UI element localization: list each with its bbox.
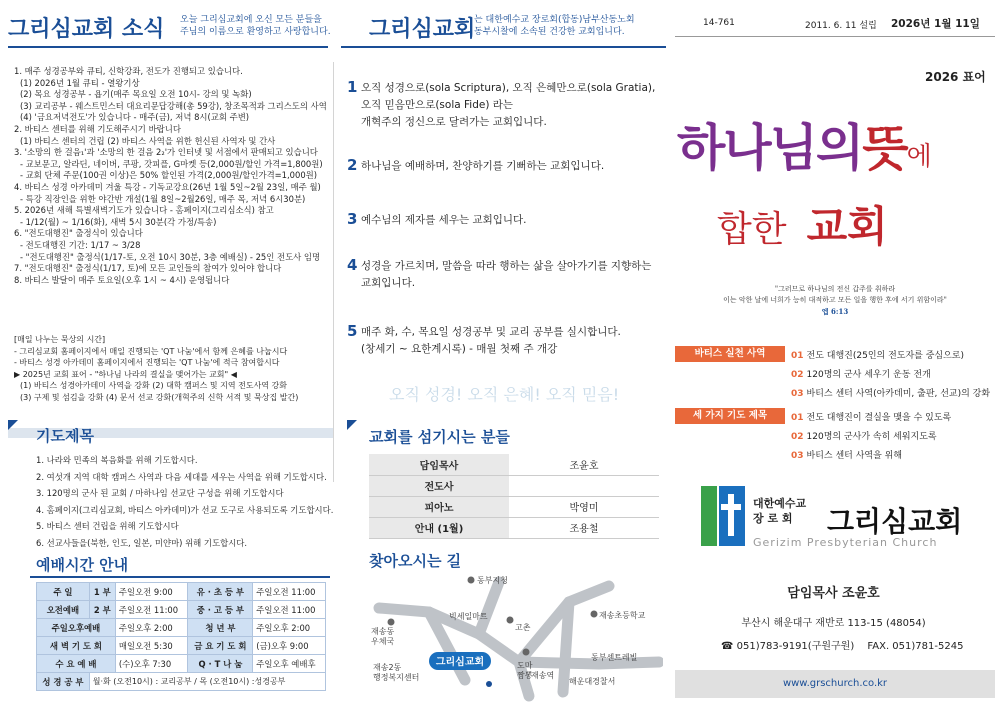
worship-cell: 금 요 기 도 회 <box>188 637 253 655</box>
prayer-list <box>36 452 333 551</box>
verse: "그러므로 하나님의 전신 갑주를 취하라 이는 악한 날에 너희가 능히 대적하고 모든 일을 행한 후에 서기 위함이라" 엡 6:13 <box>723 285 947 316</box>
worship-cell: 성 경 공 부 <box>37 673 90 691</box>
list-number: 01 <box>791 413 804 423</box>
denomination: 대한예수교 장 로 회 <box>753 497 807 525</box>
worship-cell: 주일오전 11:00 <box>115 601 188 619</box>
prayer-title: 기도제목 <box>36 427 94 445</box>
people-role: 피아노 <box>369 496 509 517</box>
map-label: 해운대경찰서 <box>569 677 616 686</box>
map-label: 짬뽕 <box>517 671 533 680</box>
map-label: 재송동 <box>371 627 395 636</box>
map-title: 찾아오시는 길 <box>369 552 462 570</box>
intro-item <box>347 258 665 292</box>
list-number: 01 <box>791 351 804 361</box>
people-title: 교회를 섬기시는 분들 <box>369 428 510 446</box>
news-subtitle: 오늘 그리심교회에 오신 모든 분들을 주님의 이름으로 환영하고 사랑합니다. <box>180 15 331 37</box>
map-label: 도마 <box>517 661 533 670</box>
map-label: 동부지청 <box>477 576 508 585</box>
intro-text: 개혁주의 정신으로 달려가는 교회입니다. <box>361 116 547 128</box>
location-map <box>369 572 663 704</box>
road <box>479 582 499 634</box>
worship-cell: (금)오후 9:00 <box>253 637 326 655</box>
worship-cell: 청 년 부 <box>188 619 253 637</box>
news-item: 7. "전도대행진" 출정식(1/17, 토)에 모든 교인들의 참여가 있어야 합니다 <box>14 263 282 274</box>
news-item: 2. 바티스 센터를 위해 기도해주시기 바랍니다 <box>14 123 181 134</box>
worship-cell: 주일오후 2:00 <box>253 619 326 637</box>
intro-text: 하나님을 예배하며, 찬양하기를 기뻐하는 교회입니다. <box>361 160 605 172</box>
news-item: (1) 바티스 센터의 건립 (2) 바티스 사역을 위한 헌신된 사역자 및 간사 <box>20 135 276 146</box>
people-table <box>369 454 659 539</box>
bulletin-date: 2026년 1월 11일 <box>891 18 980 30</box>
prayer-item: 5. 바티스 센터 건립을 위해 기도합시다 <box>36 521 179 531</box>
postal-number: 14-761 <box>703 18 735 28</box>
worship-cell: 1 부 <box>89 583 115 601</box>
people-row <box>369 496 659 517</box>
contact: ☎ 051)783-9191(구원구원) FAX. 051)781-5245 <box>721 641 964 652</box>
intro-panel <box>333 0 667 707</box>
list-text: 120명의 군사가 속히 세워지도록 <box>806 432 937 442</box>
list-text: 전도 대행진이 결실을 맺을 수 있도록 <box>806 413 952 423</box>
list-number: 03 <box>791 389 804 399</box>
meditation-line: [매일 나누는 묵상의 시간] <box>14 335 106 344</box>
people-name: 조윤호 <box>509 454 659 475</box>
practice-tag: 바티스 실천 사역 <box>675 346 785 362</box>
intro-text: (창세기 ~ 요한계시록) - 매월 첫째 주 개강 <box>361 343 558 355</box>
news-item: (2) 목요 성경공부 - 욥기(매주 목요일 오전 10시- 강의 및 녹화) <box>20 89 252 100</box>
news-item: - 1/12(월) ~ 1/16(화), 새벽 5시 30분(각 가정/특송) <box>20 216 217 227</box>
address: 부산시 해운대구 재반로 113-15 (48054) <box>741 618 926 629</box>
list-item <box>791 410 951 429</box>
list-number: 02 <box>791 370 804 380</box>
worship-cell: 주일오후예배 <box>37 619 116 637</box>
news-item: (3) 교리공부 - 웨스트민스터 대요리문답강해(총 59강), 창조목적과 그리스도의 사역 <box>20 100 327 111</box>
list-number: 02 <box>791 432 804 442</box>
map-label: 재송초등학교 <box>599 611 646 620</box>
meditation-line: - 바티스 성경 아카데미 홈페이지에서 진행되는 'QT 나눔'에 적극 참여합시다 <box>14 358 280 367</box>
prayer-item: 2. 여섯개 지역 대학 캠퍼스 사역과 다음 세대를 세우는 사역을 위해 기도합시다. <box>36 471 327 482</box>
news-item: 3. '소망의 한 걸음₁'과 '소망의 한 걸음 2₂'가 인터넷 및 서점에서 판매되고 있습니다 <box>14 147 318 158</box>
people-name: 조용철 <box>509 517 659 538</box>
logo-english: Gerizim Presbyterian Church <box>753 536 938 549</box>
news-item: - 교보문고, 알라딘, 네이버, 쿠팡, 갓피플, G마켓 등(2,000원/할인 가격=1,800원) <box>20 158 323 169</box>
map-point <box>507 617 514 624</box>
map-label: 재송2동 <box>373 663 402 672</box>
road <box>519 662 659 664</box>
list-item <box>791 386 990 405</box>
website-link[interactable]: www.grschurch.co.kr <box>675 670 995 698</box>
worship-cell: (수)오후 7:30 <box>115 655 188 673</box>
prayer-tag: 세 가지 기도 제목 <box>675 408 785 424</box>
corner-mark <box>347 420 357 430</box>
list-text: 바티스 센터 사역(아카데미, 출판, 선교)의 강화 <box>806 389 991 399</box>
worship-cell: 주일오전 9:00 <box>115 583 188 601</box>
prayer-item: 4. 홈페이지(그리심교회, 바티스 아카데미)가 선교 도구로 사용되도록 기도합시다. <box>36 504 334 515</box>
worship-cell: 주일오후 2:00 <box>115 619 188 637</box>
map-point <box>523 649 530 656</box>
corner-mark <box>8 420 18 430</box>
people-role: 안내 (1월) <box>369 517 509 538</box>
news-item: - "전도대행진" 출정식(1/17-토, 오전 10시 30분, 3층 예배실) - 25인 전도사 임명 <box>20 251 321 262</box>
slogan: 오직 성경! 오직 은혜! 오직 믿음! <box>389 385 620 404</box>
intro-item <box>347 158 665 175</box>
worship-table <box>36 582 326 691</box>
intro-text: 오직 성경으로(sola Scriptura), 오직 은혜만으로(sola Gratia), <box>361 82 656 94</box>
list-item <box>791 348 990 367</box>
cover-panel <box>667 0 1000 707</box>
worship-cell: 주일오전 11:00 <box>253 601 326 619</box>
church-label: 그리심교회 <box>435 657 485 668</box>
people-role: 담임목사 <box>369 454 509 475</box>
divider <box>8 46 328 48</box>
intro-number: 2 <box>347 156 358 174</box>
prayer-item: 6. 선교사들을(북한, 인도, 일본, 미얀마) 위해 기도합시다. <box>36 537 248 548</box>
logo-name: 그리심교회 <box>827 505 963 538</box>
worship-cell: 중 · 고 등 부 <box>188 601 253 619</box>
church-subtitle: 는 대한예수교 장로회(합동)남부산동노회 동부시찰에 소속된 건강한 교회입니다. <box>474 15 635 37</box>
list-item <box>791 448 951 467</box>
intro-item <box>347 80 665 131</box>
worship-cell: Q · T 나 눔 <box>188 655 253 673</box>
worship-cell: 오전예배 <box>37 601 90 619</box>
news-item: 8. 바티스 발달이 매주 토요일(오후 1시 ~ 4시) 운영됩니다 <box>14 274 230 285</box>
people-role: 전도사 <box>369 475 509 496</box>
people-name <box>509 475 659 496</box>
worship-cell: 수 요 예 배 <box>37 655 116 673</box>
map-label: 행정복지센터 <box>373 673 420 682</box>
meditation-line: (1) 바티스 성경아카데미 사역을 강화 (2) 대학 캠퍼스 및 지역 전도사역 강화 <box>20 381 288 390</box>
news-list <box>14 66 327 286</box>
worship-title: 예배시간 안내 <box>36 556 129 574</box>
motto-line1: 하나님의뜻에 <box>677 119 930 177</box>
people-row <box>369 517 659 538</box>
people-row <box>369 475 659 496</box>
intro-number: 5 <box>347 322 358 340</box>
worship-cell: 주 일 <box>37 583 90 601</box>
meditation-box <box>14 334 330 403</box>
map-point <box>468 577 475 584</box>
worship-row <box>37 619 326 637</box>
map-point <box>591 611 598 618</box>
list-number: 03 <box>791 451 804 461</box>
news-item: 6. "전도대행진" 출정식이 있습니다 <box>14 228 143 239</box>
worship-row <box>37 601 326 619</box>
intro-item <box>347 212 665 229</box>
news-item: - 교회 단체 주문(100권 이상)은 50% 할인된 가격(2,000원/할인가격=1,000원) <box>20 170 318 181</box>
motto-line2: 합한 교회 <box>717 202 888 251</box>
map-label: 재송역 <box>531 671 555 680</box>
intro-number: 3 <box>347 210 358 228</box>
divider <box>675 36 995 37</box>
news-item: 5. 2026년 새해 특별새벽기도가 있습니다 - 홈페이지(그리심소식) 참고 <box>14 205 274 216</box>
people-name: 박영미 <box>509 496 659 517</box>
intro-text: 예수님의 제자를 세우는 교회입니다. <box>361 214 527 226</box>
worship-cell: 주일오후 예배후 <box>253 655 326 673</box>
worship-row <box>37 655 326 673</box>
map-point <box>388 619 395 626</box>
prayer-item: 3. 120명의 군사 된 교회 / 마하나임 선교단 구성을 위해 기도합시다 <box>36 488 284 498</box>
intro-item <box>347 324 665 358</box>
news-item: 4. 바티스 성경 아카데미 겨울 특강 - 기독교강요(26년 1월 5일~2월 23일, 매주 월) <box>14 181 321 192</box>
map-label: 우체국 <box>371 637 395 646</box>
worship-cell: 2 부 <box>89 601 115 619</box>
news-item: - 특강 직장인을 위한 야간반 개설(1월 8일~2월26일, 매주 목, 저녁 6시30분) <box>20 193 306 204</box>
map-label: 동부센트레빌 <box>591 653 638 662</box>
worship-row <box>37 673 326 691</box>
meditation-line: (3) 구제 및 섬김을 강화 (4) 문서 선교 강화(개혁주의 신학 서적 및 묵상집 발간) <box>20 392 299 402</box>
divider <box>341 46 666 48</box>
founded-date: 2011. 6. 11 설립 <box>805 21 877 31</box>
motto-label: 2026 표어 <box>925 70 986 84</box>
map-label: 빅세일마트 <box>449 612 488 621</box>
practice-list <box>791 348 990 405</box>
list-text: 120명의 군사 세우기 운동 전개 <box>806 370 931 380</box>
list-item <box>791 367 990 386</box>
news-item: (1) 2026년 1월 큐티 - 열왕기상 <box>20 77 140 88</box>
news-item: - 전도대행진 기간: 1/17 ~ 3/28 <box>20 239 141 250</box>
intro-text: 매주 화, 수, 목요일 성경공부 및 교리 공부를 실시합니다. <box>361 326 621 338</box>
intro-text: 교회입니다. <box>361 277 416 289</box>
prayer-item: 1. 나라와 민족의 복음화를 위해 기도합시다. <box>36 455 198 465</box>
list-text: 바티스 센터 사역을 위해 <box>806 451 903 461</box>
intro-text: 오직 믿음만으로(sola Fide) 라는 <box>361 99 514 111</box>
news-item: (4) '금요저녁전도'가 있습니다 - 매주(금), 저녁 8시(교회 주변) <box>20 112 250 123</box>
news-item: 1. 매주 성경공부와 큐티, 신학강좌, 전도가 진행되고 있습니다. <box>14 66 243 76</box>
worship-cell: 유 · 초 등 부 <box>188 583 253 601</box>
worship-cell: 새 벽 기 도 회 <box>37 637 116 655</box>
worship-cell: 월·화 (오전10시) : 교리공부 / 목 (오전10시) :성경공부 <box>89 673 325 691</box>
worship-cell: 매일오전 5:30 <box>115 637 188 655</box>
worship-row <box>37 637 326 655</box>
worship-cell: 주일오전 11:00 <box>253 583 326 601</box>
news-title: 그리심교회 소식 <box>8 17 165 42</box>
church-point <box>486 681 492 687</box>
people-row <box>369 454 659 475</box>
column-divider <box>333 62 334 482</box>
map-label: 고촌 <box>515 623 531 632</box>
intro-number: 1 <box>347 78 358 96</box>
prayer-focus-list <box>791 410 951 467</box>
pastor-name: 담임목사 조윤호 <box>787 586 880 601</box>
list-item <box>791 429 951 448</box>
meditation-line: ▶ 2025년 교회 표어 - "하나님 나라의 결실을 맺어가는 교회" ◀ <box>14 369 237 379</box>
news-panel <box>0 0 333 707</box>
meditation-line: - 그리심교회 홈페이지에서 매일 진행되는 'QT 나눔'에서 함께 은혜를 나눕시다 <box>14 346 288 356</box>
list-text: 전도 대행진(25인의 전도자를 중심으로) <box>806 351 964 361</box>
worship-row <box>37 583 326 601</box>
divider <box>30 576 330 578</box>
church-logo-icon <box>701 486 747 552</box>
intro-text: 성경을 가르치며, 말씀을 따라 행하는 삶을 살아가기를 지향하는 <box>361 260 652 272</box>
phone-icon: ☎ <box>721 641 734 652</box>
intro-number: 4 <box>347 256 358 274</box>
church-title: 그리심교회 <box>369 17 476 42</box>
